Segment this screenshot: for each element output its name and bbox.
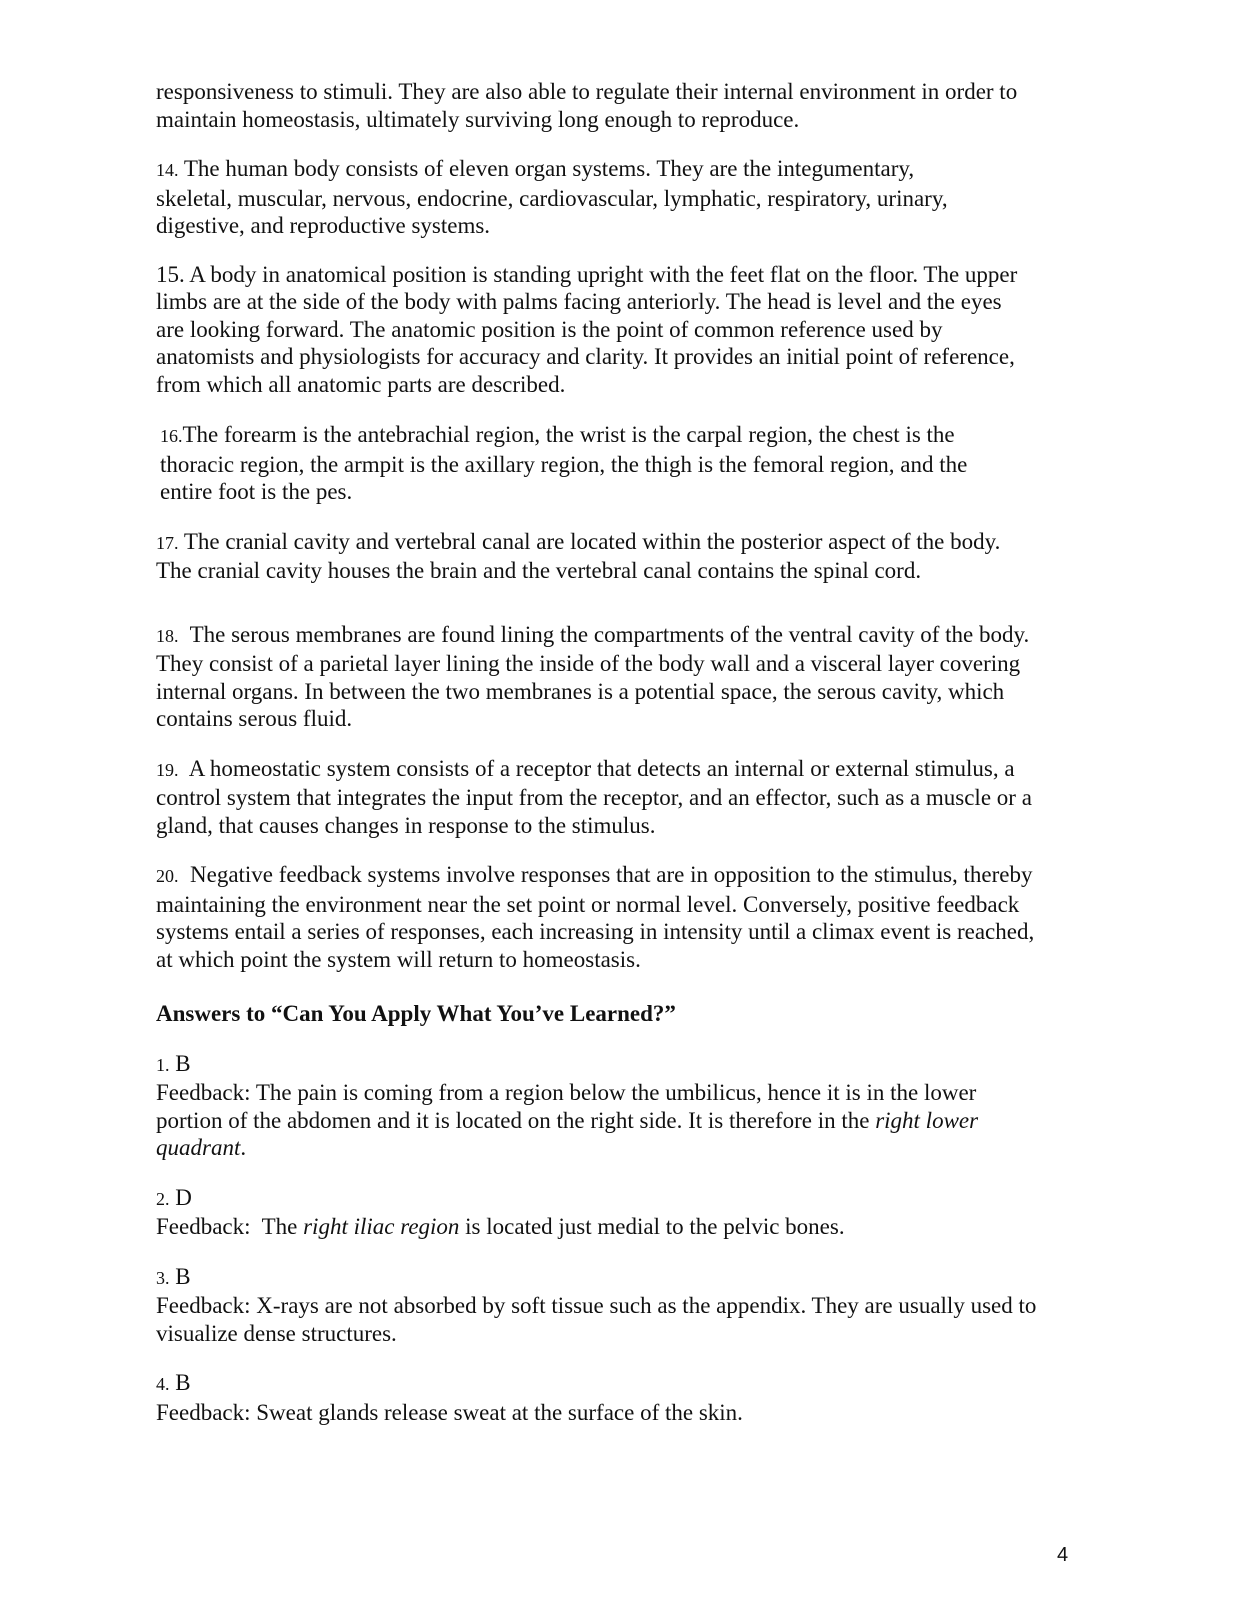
answer-1-block — [156, 1050, 1076, 1162]
answer-4-block — [156, 1369, 1076, 1426]
text-line: contains serous fluid. — [156, 706, 353, 731]
feedback-line: visualize dense structures. — [156, 1320, 397, 1346]
text-line: Negative feedback systems involve responses that are in opposition to the stimulus, thereby — [178, 862, 1033, 887]
text-line: They consist of a parietal layer lining the inside of the body wall and a visceral layer covering — [156, 651, 1021, 676]
text-line: The cranial cavity and vertebral canal are located within the posterior aspect of the body. — [178, 528, 1001, 554]
answer-16-paragraph — [156, 421, 1076, 506]
item-number: 16. — [160, 426, 183, 446]
text-line: gland, that causes changes in response to the stimulus. — [156, 812, 656, 838]
feedback-emphasis: right iliac region — [303, 1214, 460, 1239]
text-line: The serous membranes are found lining the compartments of the ventral cavity of the body. — [178, 621, 1030, 647]
text-line: skeletal, muscular, nervous, endocrine, cardiovascular, lymphatic, respiratory, urinary, — [156, 185, 948, 211]
text-line: are looking forward. The anatomic position is the point of common reference used by — [156, 316, 943, 342]
text-line: maintaining the environment near the set point or normal level. Conversely, positive feedback — [156, 891, 1020, 917]
text-line: anatomists and physiologists for accuracy and clarity. It provides an initial point of reference, — [156, 344, 1015, 369]
feedback-line: portion of the abdomen and it is located on the right side. It is therefore in the — [156, 1107, 876, 1133]
document-page — [156, 78, 1076, 1426]
answer-3-block — [156, 1263, 1076, 1348]
text-line: at which point the system will return to homeostasis. — [156, 946, 641, 972]
text-line: The cranial cavity houses the brain and the vertebral canal contains the spinal cord. — [156, 558, 922, 583]
text-line: digestive, and reproductive systems. — [156, 213, 491, 238]
answer-number: 4. — [156, 1374, 170, 1394]
text-line: maintain homeostasis, ultimately surviving long enough to reproduce. — [156, 106, 800, 132]
item-number: 14. — [156, 160, 179, 180]
answer-18-paragraph — [156, 621, 1076, 733]
answer-19-paragraph — [156, 755, 1076, 840]
feedback-line: Feedback: The — [156, 1214, 304, 1239]
text-line: The forearm is the antebrachial region, the wrist is the carpal region, the chest is the — [182, 422, 955, 447]
feedback-line: Feedback: The pain is coming from a region below the umbilicus, hence it is in the lower — [156, 1080, 977, 1105]
section-heading: Answers to “Can You Apply What You’ve Learned?” — [156, 1001, 676, 1026]
answer-14-paragraph — [156, 155, 1076, 240]
text-line: internal organs. In between the two membranes is a potential space, the serous cavity, which — [156, 678, 1005, 704]
text-line: from which all anatomic parts are described. — [156, 371, 566, 397]
feedback-emphasis: right lower — [875, 1107, 979, 1133]
answer-letter: B — [169, 1370, 191, 1395]
answer-letter: B — [169, 1263, 191, 1289]
text-line: limbs are at the side of the body with palms facing anteriorly. The head is level and the eyes — [156, 289, 1002, 314]
text-line: control system that integrates the input from the receptor, and an effector, such as a muscle or a — [156, 785, 1032, 810]
text-line: entire foot is the pes. — [160, 479, 353, 504]
item-number: 19. — [156, 759, 179, 780]
text-line: A homeostatic system consists of a receptor that detects an internal or external stimulus, a — [178, 755, 1015, 781]
text-line: A body in anatomical position is standing upright with the feet flat on the floor. The upper — [184, 261, 1018, 287]
answer-number: 2. — [156, 1188, 170, 1209]
answer-15-paragraph — [156, 261, 1076, 399]
answer-letter: B — [169, 1050, 191, 1076]
intro-paragraph — [156, 78, 1076, 133]
item-number: 17. — [156, 532, 179, 553]
text-line: systems entail a series of responses, each increasing in intensity until a climax event is reached, — [156, 919, 1035, 944]
answer-letter: D — [169, 1184, 192, 1210]
text-line: thoracic region, the armpit is the axillary region, the thigh is the femoral region, and the — [160, 451, 968, 477]
answer-2-block — [156, 1184, 1076, 1241]
answer-20-paragraph — [156, 861, 1076, 973]
item-number: 15. — [156, 261, 185, 287]
item-number: 20. — [156, 866, 179, 886]
text-line: responsiveness to stimuli. They are also able to regulate their internal environment in order to — [156, 79, 1018, 104]
page-number: 4 — [1057, 1544, 1069, 1566]
feedback-line: Feedback: Sweat glands release sweat at the surface of the skin. — [156, 1399, 743, 1425]
answer-number: 3. — [156, 1267, 170, 1288]
feedback-line: Feedback: X-rays are not absorbed by soft tissue such as the appendix. They are usually used to — [156, 1293, 1037, 1318]
answer-17-paragraph — [156, 528, 1076, 585]
feedback-line: . — [240, 1135, 247, 1160]
item-number: 18. — [156, 625, 179, 646]
answer-number: 1. — [156, 1054, 170, 1075]
feedback-line: is located just medial to the pelvic bones. — [459, 1214, 845, 1239]
text-line: The human body consists of eleven organ systems. They are the integumentary, — [178, 156, 915, 181]
feedback-emphasis: quadrant — [156, 1135, 241, 1160]
